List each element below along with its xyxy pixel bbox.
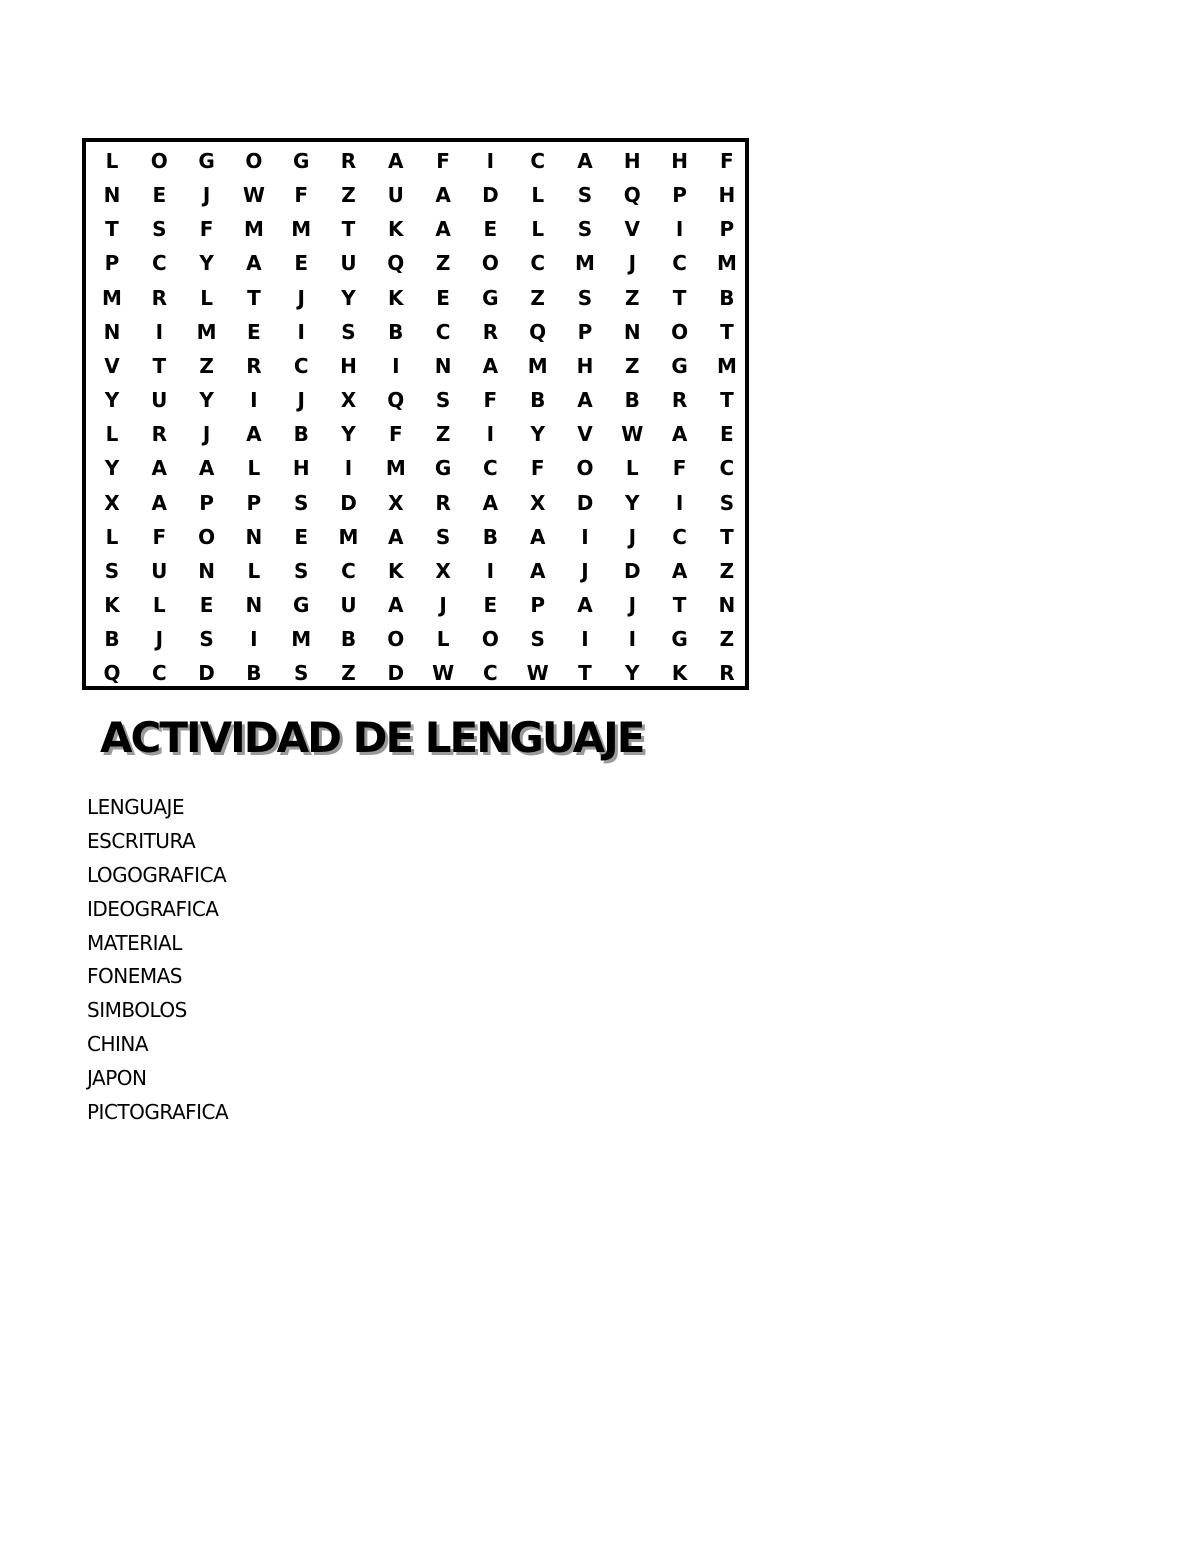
grid-letter[interactable]: P (530, 592, 546, 617)
grid-letter[interactable]: P (246, 490, 262, 515)
grid-letter[interactable]: E (199, 592, 214, 617)
grid-letter[interactable]: A (435, 183, 451, 208)
grid-letter[interactable]: F (294, 183, 309, 208)
grid-letter[interactable]: U (151, 388, 168, 413)
grid-letter[interactable]: K (388, 558, 404, 583)
grid-letter[interactable]: F (199, 217, 214, 242)
grid-letter[interactable]: Q (387, 251, 405, 276)
grid-letter[interactable]: S (435, 388, 451, 413)
grid-letter[interactable]: R (719, 661, 735, 686)
grid-letter[interactable]: M (338, 524, 359, 549)
grid-letter[interactable]: Y (625, 490, 640, 515)
grid-letter[interactable]: L (531, 183, 545, 208)
grid-letter[interactable]: F (436, 149, 450, 173)
grid-letter[interactable]: H (718, 183, 736, 208)
grid-letter[interactable]: B (719, 285, 735, 310)
grid-letter[interactable]: O (671, 319, 689, 344)
grid-letter[interactable]: Z (625, 353, 640, 378)
grid-letter[interactable]: A (482, 490, 499, 515)
grid-letter[interactable]: S (104, 558, 120, 583)
grid-letter[interactable]: Z (435, 422, 451, 447)
grid-letter[interactable]: M (291, 627, 312, 652)
grid-letter[interactable]: D (623, 558, 641, 583)
grid-letter[interactable]: Z (719, 627, 735, 652)
word-list-item: CHINA (87, 1032, 149, 1057)
grid-letter[interactable]: H (340, 353, 357, 378)
grid-letter[interactable]: O (481, 627, 499, 652)
grid-letter[interactable]: J (297, 285, 305, 310)
grid-letter[interactable]: A (577, 388, 593, 413)
grid-letter[interactable]: L (625, 456, 639, 481)
grid-letter[interactable]: G (292, 149, 310, 173)
grid-letter[interactable]: D (340, 490, 357, 515)
grid-letter[interactable]: B (293, 422, 309, 447)
grid-letter[interactable]: N (623, 319, 641, 344)
grid-letter[interactable]: G (198, 149, 215, 173)
grid-letter[interactable]: X (104, 490, 120, 515)
grid-letter[interactable]: P (672, 183, 687, 208)
grid-letter[interactable]: A (151, 456, 168, 481)
grid-letter[interactable]: U (340, 592, 357, 617)
grid-letter[interactable]: L (200, 285, 213, 310)
grid-letter[interactable]: B (624, 388, 640, 413)
grid-letter[interactable]: S (293, 558, 309, 583)
grid-letter[interactable]: S (341, 319, 356, 344)
grid-letter[interactable]: E (436, 285, 450, 310)
grid-letter[interactable]: W (242, 183, 265, 208)
grid-letter[interactable]: R (671, 388, 688, 413)
grid-letter[interactable]: J (297, 388, 305, 413)
grid-letter[interactable]: Z (625, 285, 640, 310)
grid-letter[interactable]: Q (103, 661, 121, 686)
grid-letter[interactable]: F (388, 422, 403, 447)
word-list-item: JAPON (87, 1066, 147, 1091)
grid-letter[interactable]: F (152, 524, 167, 549)
letter-grid (86, 142, 745, 686)
grid-letter[interactable]: M (716, 353, 737, 378)
grid-letter[interactable]: N (245, 524, 263, 549)
page-title: ACTIVIDAD DE LENGUAJE (100, 713, 644, 762)
grid-letter[interactable]: B (104, 627, 120, 652)
grid-letter[interactable]: I (392, 353, 400, 378)
grid-letter[interactable]: S (577, 285, 593, 310)
grid-letter[interactable]: L (247, 456, 261, 481)
grid-letter[interactable]: L (152, 592, 166, 617)
grid-letter[interactable]: L (247, 558, 261, 583)
grid-letter[interactable]: N (434, 353, 452, 378)
grid-letter[interactable]: S (530, 627, 545, 652)
grid-letter[interactable]: E (294, 524, 309, 549)
grid-letter[interactable]: N (103, 319, 121, 344)
grid-letter[interactable]: G (292, 592, 310, 617)
grid-letter[interactable]: N (103, 183, 121, 208)
grid-letter[interactable]: S (577, 183, 593, 208)
grid-letter[interactable]: T (578, 661, 592, 686)
grid-letter[interactable]: S (152, 217, 167, 242)
grid-letter[interactable]: C (151, 251, 167, 276)
grid-letter[interactable]: Y (104, 456, 120, 481)
grid-letter[interactable]: P (199, 490, 214, 515)
grid-letter[interactable]: H (623, 149, 641, 173)
grid-letter[interactable]: V (624, 217, 641, 242)
grid-letter[interactable]: X (340, 388, 357, 413)
grid-letter[interactable]: I (344, 456, 353, 481)
grid-letter[interactable]: N (198, 558, 215, 583)
grid-letter[interactable]: M (196, 319, 217, 344)
grid-letter[interactable]: A (388, 524, 404, 549)
grid-letter[interactable]: M (575, 251, 595, 276)
grid-letter[interactable]: A (388, 592, 404, 617)
grid-letter[interactable]: M (527, 353, 548, 378)
grid-letter[interactable]: N (245, 592, 263, 617)
grid-letter[interactable]: W (526, 661, 549, 686)
grid-letter[interactable]: Z (341, 183, 356, 208)
word-list-item: SIMBOLOS (87, 998, 187, 1023)
grid-letter[interactable]: E (483, 217, 498, 242)
grid-letter[interactable]: O (245, 149, 263, 173)
grid-letter[interactable]: V (104, 353, 120, 378)
grid-letter[interactable]: S (577, 217, 593, 242)
grid-letter[interactable]: J (628, 524, 637, 549)
grid-letter[interactable]: I (486, 558, 495, 583)
grid-letter[interactable]: F (672, 456, 687, 481)
grid-letter[interactable]: K (388, 285, 404, 310)
grid-letter[interactable]: E (720, 422, 734, 447)
grid-letter[interactable]: T (672, 592, 687, 617)
grid-letter[interactable]: T (152, 353, 167, 378)
grid-letter[interactable]: E (247, 319, 261, 344)
grid-letter[interactable]: T (720, 524, 734, 549)
grid-letter[interactable]: I (250, 627, 258, 652)
grid-letter[interactable]: C (483, 661, 498, 686)
grid-letter[interactable]: M (385, 456, 406, 481)
grid-letter[interactable]: D (387, 661, 405, 686)
grid-letter[interactable]: S (293, 661, 309, 686)
grid-letter[interactable]: X (435, 558, 451, 583)
grid-letter[interactable]: B (388, 319, 404, 344)
grid-letter[interactable]: T (341, 217, 356, 242)
grid-letter[interactable]: A (529, 558, 546, 583)
grid-letter[interactable]: C (672, 251, 687, 276)
grid-letter[interactable]: S (435, 524, 451, 549)
grid-letter[interactable]: B (482, 524, 499, 549)
word-list-item: IDEOGRAFICA (87, 896, 219, 921)
grid-letter[interactable]: A (246, 422, 262, 447)
grid-letter[interactable]: I (250, 388, 258, 413)
grid-letter[interactable]: B (246, 661, 262, 686)
grid-letter[interactable]: I (486, 422, 495, 447)
grid-letter[interactable]: K (671, 661, 688, 686)
grid-letter[interactable]: M (716, 251, 737, 276)
grid-letter[interactable]: Z (199, 353, 214, 378)
grid-letter[interactable]: H (671, 149, 688, 173)
grid-letter[interactable]: E (152, 183, 167, 208)
word-list-item: PICTOGRAFICA (87, 1100, 229, 1125)
grid-letter[interactable]: P (104, 251, 120, 276)
grid-letter[interactable]: G (671, 627, 688, 652)
grid-letter[interactable]: M (102, 285, 122, 310)
grid-letter[interactable]: B (530, 388, 546, 413)
grid-letter[interactable]: R (151, 422, 167, 447)
grid-letter[interactable]: C (530, 149, 546, 173)
grid-letter[interactable]: B (340, 627, 357, 652)
grid-letter[interactable]: A (246, 251, 262, 276)
grid-letter[interactable]: K (388, 217, 404, 242)
grid-letter[interactable]: D (482, 183, 499, 208)
grid-letter[interactable]: Y (199, 251, 214, 276)
grid-letter[interactable]: I (628, 627, 637, 652)
grid-letter[interactable]: Z (435, 251, 451, 276)
grid-letter[interactable]: C (672, 524, 687, 549)
grid-letter[interactable]: C (530, 251, 546, 276)
grid-letter[interactable]: S (719, 490, 735, 515)
grid-letter[interactable]: W (432, 661, 455, 686)
grid-letter[interactable]: Z (530, 285, 545, 310)
grid-letter[interactable]: G (671, 353, 688, 378)
grid-letter[interactable]: I (581, 524, 589, 549)
word-list-item: FONEMAS (87, 964, 182, 989)
grid-letter[interactable]: X (388, 490, 404, 515)
grid-letter[interactable]: L (105, 149, 119, 173)
grid-letter[interactable]: R (246, 353, 262, 378)
grid-letter[interactable]: W (621, 422, 644, 447)
grid-letter[interactable]: Y (625, 661, 640, 686)
grid-letter[interactable]: I (675, 490, 684, 515)
grid-letter[interactable]: U (340, 251, 357, 276)
grid-letter[interactable]: D (198, 661, 215, 686)
grid-letter[interactable]: J (202, 183, 211, 208)
grid-letter[interactable]: C (435, 319, 451, 344)
grid-letter[interactable]: F (720, 149, 734, 173)
grid-letter[interactable]: L (436, 627, 450, 652)
grid-letter[interactable]: A (482, 353, 499, 378)
grid-letter[interactable]: E (294, 251, 309, 276)
grid-letter[interactable]: T (105, 217, 119, 242)
word-list (87, 792, 228, 1131)
grid-letter[interactable]: F (483, 388, 498, 413)
grid-letter[interactable]: A (671, 558, 688, 583)
grid-letter[interactable]: I (581, 627, 589, 652)
grid-letter[interactable]: Q (529, 319, 547, 344)
grid-letter[interactable]: O (150, 149, 168, 173)
grid-letter[interactable]: Y (104, 388, 120, 413)
grid-letter[interactable]: R (151, 285, 167, 310)
grid-letter[interactable]: K (104, 592, 120, 617)
grid-letter[interactable]: U (151, 558, 168, 583)
grid-letter[interactable]: A (198, 456, 215, 481)
grid-letter[interactable]: Y (341, 422, 356, 447)
grid-letter[interactable]: G (482, 285, 499, 310)
grid-letter[interactable]: C (151, 661, 167, 686)
grid-letter[interactable]: R (482, 319, 499, 344)
grid-letter[interactable]: Y (341, 285, 356, 310)
grid-letter[interactable]: A (388, 149, 404, 173)
word-list-item: LENGUAJE (87, 795, 185, 819)
grid-letter[interactable]: R (435, 490, 451, 515)
grid-letter[interactable]: Y (199, 388, 214, 413)
grid-letter[interactable]: O (198, 524, 216, 549)
grid-letter[interactable]: L (531, 217, 545, 242)
grid-letter[interactable]: Q (387, 388, 405, 413)
grid-letter[interactable]: Z (341, 661, 356, 686)
grid-letter[interactable]: A (577, 592, 593, 617)
grid-letter[interactable]: R (340, 149, 357, 173)
grid-letter[interactable]: O (576, 456, 594, 481)
grid-letter[interactable]: T (720, 388, 734, 413)
grid-letter[interactable]: Z (719, 558, 735, 583)
grid-letter[interactable]: P (719, 217, 735, 242)
grid-letter[interactable]: T (672, 285, 687, 310)
grid-letter[interactable]: P (577, 319, 593, 344)
grid-letter[interactable]: H (576, 353, 594, 378)
grid-letter[interactable]: A (151, 490, 168, 515)
word-list-item: MATERIAL (87, 930, 182, 955)
grid-letter[interactable]: D (576, 490, 594, 515)
grid-letter[interactable]: O (387, 627, 405, 652)
grid-letter[interactable]: A (529, 524, 546, 549)
grid-letter[interactable]: G (434, 456, 452, 481)
grid-letter[interactable]: H (292, 456, 310, 481)
word-list-item: ESCRITURA (87, 828, 196, 853)
grid-letter[interactable]: I (155, 319, 164, 344)
word-list-item: LOGOGRAFICA (87, 862, 227, 887)
grid-letter[interactable]: S (293, 490, 309, 515)
grid-letter[interactable]: F (530, 456, 545, 481)
grid-letter[interactable]: M (243, 217, 264, 242)
grid-letter[interactable]: J (581, 558, 589, 583)
grid-letter[interactable]: V (577, 422, 593, 447)
grid-letter[interactable]: E (483, 592, 498, 617)
grid-letter[interactable]: C (341, 558, 356, 583)
grid-letter[interactable]: T (720, 319, 734, 344)
grid-letter[interactable]: J (628, 592, 637, 617)
grid-letter[interactable]: C (719, 456, 735, 481)
grid-letter[interactable]: A (671, 422, 688, 447)
grid-letter[interactable]: C (483, 456, 498, 481)
grid-letter[interactable]: A (577, 149, 593, 173)
grid-letter[interactable]: O (481, 251, 499, 276)
grid-letter[interactable]: U (387, 183, 404, 208)
grid-letter[interactable]: N (718, 592, 736, 617)
grid-letter[interactable]: M (291, 217, 312, 242)
grid-letter[interactable]: J (155, 627, 164, 652)
grid-letter[interactable]: I (486, 149, 495, 173)
grid-letter[interactable]: Q (623, 183, 641, 208)
grid-letter[interactable]: J (628, 251, 637, 276)
grid-letter[interactable]: Y (530, 422, 545, 447)
grid-letter[interactable]: X (529, 490, 546, 515)
grid-letter[interactable]: J (202, 422, 211, 447)
word-search-grid (82, 138, 749, 690)
grid-letter[interactable]: S (199, 627, 214, 652)
grid-letter[interactable]: L (105, 422, 119, 447)
grid-letter[interactable]: J (439, 592, 447, 617)
grid-letter[interactable]: I (675, 217, 684, 242)
grid-letter[interactable]: A (435, 217, 451, 242)
grid-letter[interactable]: T (247, 285, 261, 310)
grid-letter[interactable]: I (297, 319, 305, 344)
grid-letter[interactable]: C (293, 353, 309, 378)
grid-letter[interactable]: L (105, 524, 119, 549)
